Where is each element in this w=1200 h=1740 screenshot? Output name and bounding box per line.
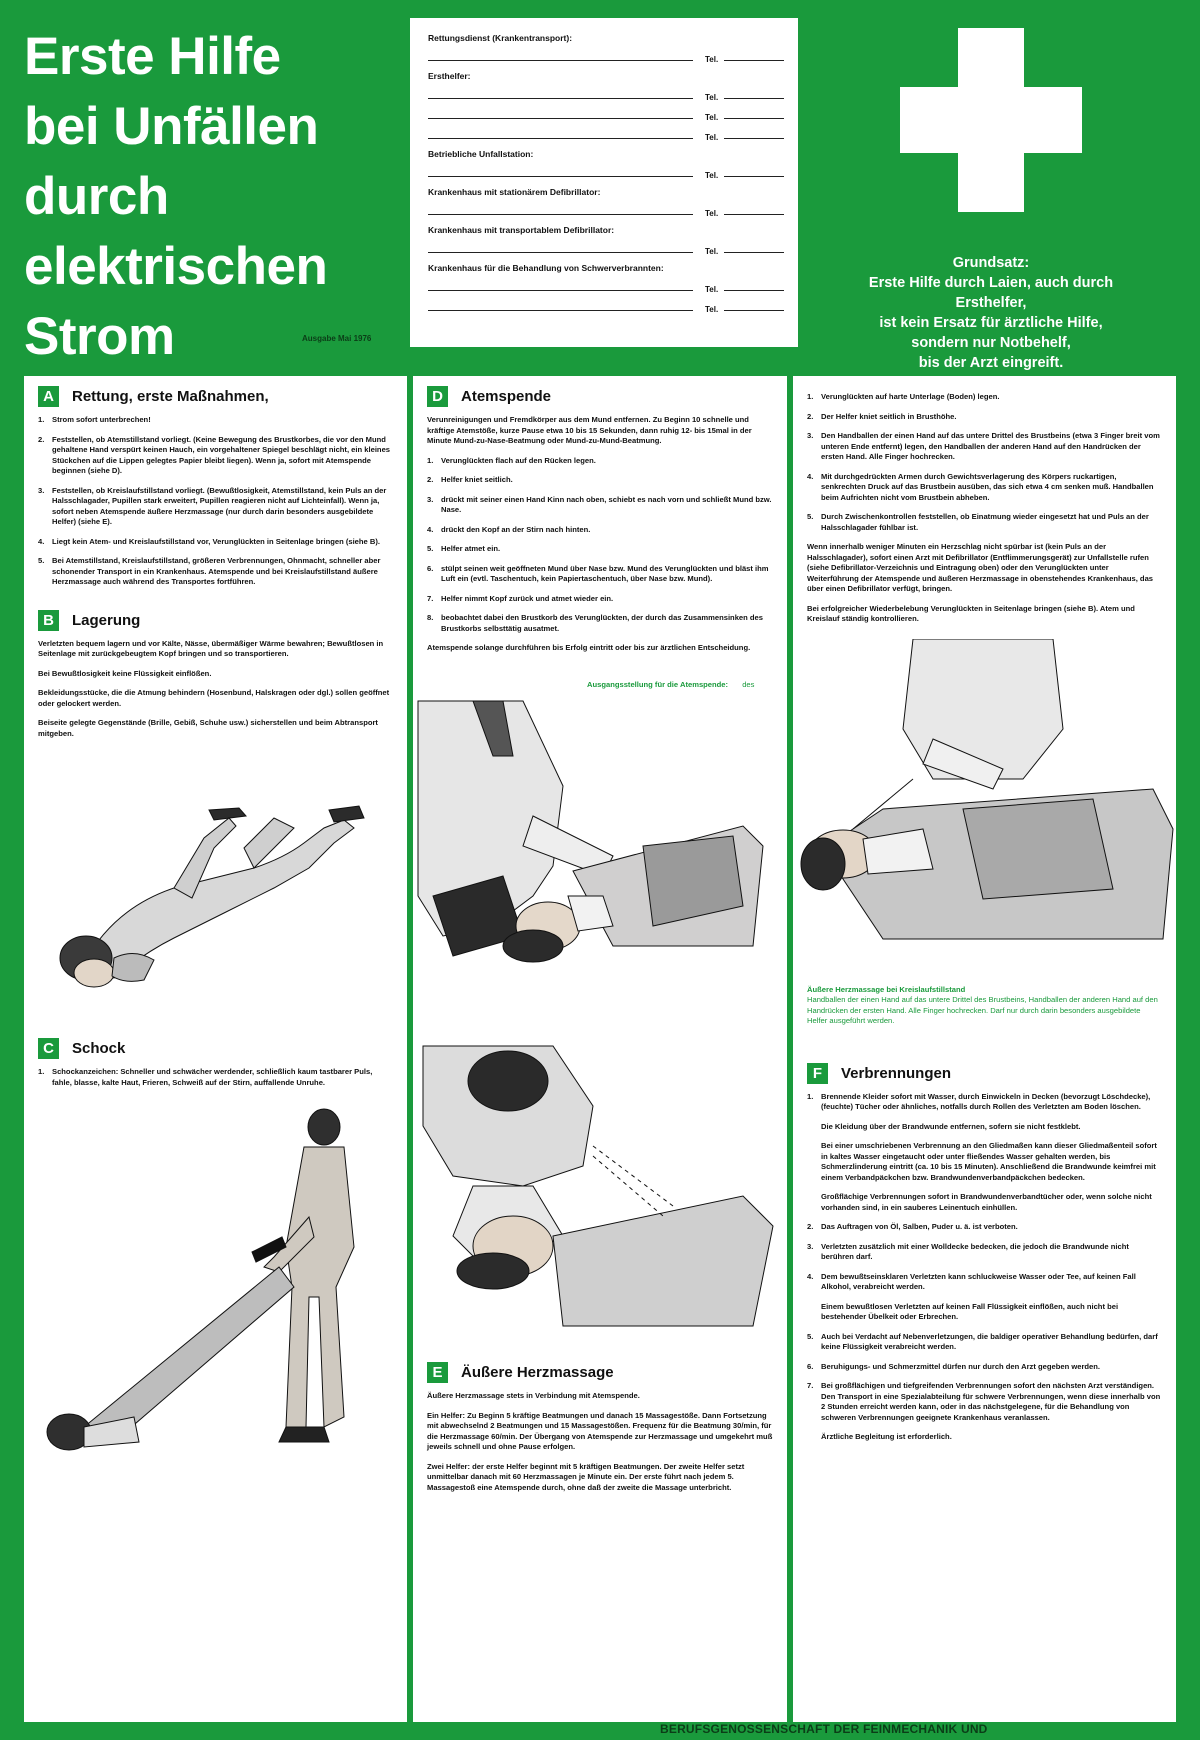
list-item [807,1192,1162,1213]
item-text: stülpt seinen weit geöffneten Mund über Nase bzw. Mund des Verunglückten und bläst ihm Luft ein (evtl. Taschentuch, kein Papiertaschentuch, über Nase bzw. Mund). [441,563,769,583]
principle-line: Ersthelfer, [955,295,1027,311]
item-number [807,1192,821,1213]
item-number: 1. [38,1067,45,1076]
item-number: 4. [38,536,45,546]
item-number: 5. [807,1331,814,1341]
paragraph: Wenn innerhalb weniger Minuten ein Herzschlag nicht spürbar ist (kein Puls an der Halsschlagader), sofort einen Arzt mit Defibrillator (Entflimmerungsgerät) zur Unfallstelle rufen (siehe Defibrillator-Verzeichnis und Eintragung oben) oder den Verunglückten unter Weiterführung der Atemspende und äußeren Herzmassage in obenstehendes Krankenhaus, das über einen Defibrillator verfügt, bringen. [807,542,1154,593]
item-number [807,1141,821,1183]
list-item [427,613,773,634]
list-item [807,1242,1162,1263]
item-number: 1. [807,1091,814,1101]
title-line: Strom [24,307,175,366]
title-line: bei Unfällen [24,97,319,156]
section-c-list [38,1067,393,1088]
list-item [807,472,1162,504]
title-line: Erste Hilfe [24,27,281,86]
item-number: 4. [807,1271,814,1281]
name-rule [428,214,693,215]
phone-entry-line [428,200,784,220]
item-text: Bei einer umschriebenen Verbrennung an den Gliedmaßen kann dieser Gliedmaßenteil sofort in kaltes Wasser eingetaucht oder unter fließendes Wasser gehalten werden, bis Schmerzlinderung eintritt (ca. 10 bis 15 Minuten). Anschließend die Brandwunde keimfrei mit einem Verbandpäckchen bzw. Brandwundenverbandpäckchen bedecken. [821,1141,1157,1182]
section-badge: F [807,1063,828,1084]
item-number: 5. [807,512,814,521]
name-rule [428,176,693,177]
list-item [807,1381,1162,1423]
principle-line: ist kein Ersatz für ärztliche Hilfe, [879,315,1103,331]
principle-line: sondern nur Notbehelf, [911,335,1071,351]
item-text: Das Auftragen von Öl, Salben, Puder u. ä. ist verboten. [821,1222,1018,1231]
item-number: 5. [427,544,434,553]
list-item [427,456,773,467]
first-aid-cross-icon [900,28,1082,212]
tel-label: Tel. [705,133,719,142]
phone-entry-line [428,296,784,316]
phone-entry-line [428,124,784,144]
tel-label: Tel. [705,209,719,218]
item-text: Verunglückten auf harte Unterlage (Boden) legen. [821,392,1000,401]
recovery-position-illustration [24,748,407,1018]
item-text: Auch bei Verdacht auf Nebenverletzungen, die baldiger operativer Behandlung bedürfen, darf keine Flüssigkeit verabreicht werden. [821,1331,1158,1351]
tel-label: Tel. [705,93,719,102]
item-text: Helfer nimmt Kopf zurück und atmet wieder ein. [441,593,614,603]
paragraph: Zwei Helfer: der erste Helfer beginnt mit 5 kräftigen Beatmungen. Der zweite Helfer setzt unmittelbar danach mit 60 Herzmassagen je Minute ein. Der erste führt nach jedem 5. Massagestoß eine Atemspende durch, ohne daß der zweite die Massage unterbricht. [427,1461,745,1492]
list-item [427,544,773,555]
item-number: 3. [38,485,45,495]
item-number: 2. [427,475,434,484]
number-rule [724,60,784,61]
section-a-list [38,415,393,588]
name-rule [428,310,693,311]
section-e-header [427,1362,773,1383]
paragraph: Ein Helfer: Zu Beginn 5 kräftige Beatmungen und danach 15 Massagestöße. Dann Fortsetzung mit abwechselnd 2 Beatmungen und 15 Massagestößen. Frequenz für die Beatmung 30/min, für die Herzmassage 60/min. Der Übergang von Atemspende zur Herzmassage und umgekehrt muß jeweils schnell und ohne Pause erfolgen. [427,1410,773,1451]
section-e-steps [807,392,1162,533]
phone-entry-label: Krankenhaus mit stationärem Defibrillator: [428,187,601,197]
item-text: Liegt kein Atem- und Kreislaufstillstand vor, Verunglückten in Seitenlage bringen (siehe B). [52,536,380,546]
item-text: drückt mit seiner einen Hand Kinn nach oben, schiebt es nach vorn und schließt Mund bzw. Nase. [441,494,772,514]
section-b-header [38,610,393,631]
title-line: elektrischen [24,237,328,296]
phone-entry-group [428,222,784,258]
number-rule [724,118,784,119]
item-text: Dem bewußtseinsklaren Verletzten kann schluckweise Wasser oder Tee, auf keinen Fall Alkohol, verabreicht werden. [821,1271,1136,1291]
rescue-breathing-start-illustration [413,696,787,996]
item-text: Brennende Kleider sofort mit Wasser, durch Einwickeln in Decken (bevorzugt Löschdecke), (feuchte) Tücher oder ähnliches, notfalls durch Rollen des Verletzten am Boden löschen. [821,1091,1151,1111]
list-item [807,1332,1162,1353]
item-text: beobachtet dabei den Brustkorb des Verunglückten, der durch das Zusammensinken des Brustkorbs selbsttätig ausatmet. [441,613,763,633]
list-item [427,495,773,516]
tel-label: Tel. [705,247,719,256]
list-item [427,525,773,536]
list-item [807,1432,1162,1443]
item-number: 4. [807,471,814,481]
phone-entry-line [428,238,784,258]
section-badge: E [427,1362,448,1383]
item-text: Schockanzeichen: Schneller und schwächer werdender, schließlich kaum tastbarer Puls, fahle, blasse, kalte Haut, Frieren, Schweiß auf der Stirn, auffallende Unruhe. [52,1067,373,1087]
section-a-header [38,386,393,407]
phone-entry-group [428,30,784,66]
caption-tail: des [742,679,755,689]
paragraph: Äußere Herzmassage stets in Verbindung mit Atemspende. [427,1391,640,1400]
item-number [807,1432,821,1443]
item-number: 2. [807,1222,814,1231]
publisher-footer: BERUFSGENOSSENSCHAFT DER FEINMECHANIK UND [660,1722,988,1736]
section-title: Atemspende [461,388,552,405]
caption-text: Handballen der einen Hand auf das untere Drittel des Brustbeins, Handballen der anderen Hand auf den Handrücken der ersten Hand. Alle Finger hochrecken. Darf nur durch darin besonders ausgebildete Helfer ausgeführt werden. [807,995,1158,1025]
list-item [807,1272,1162,1293]
principle-text [820,253,1162,373]
poster-title [24,22,404,372]
item-number: 5. [38,556,45,565]
list-item [807,1302,1162,1323]
item-number: 3. [427,494,434,504]
list-item [807,1362,1162,1373]
paragraph: Verletzten bequem lagern und vor Kälte, Nässe, übermäßiger Wärme bewahren; Bewußtlosen in Seitenlage mit zurückgebeugtem Kopf bringen und so transportieren. [38,638,384,658]
item-text: Helfer kniet seitlich. [441,475,513,484]
number-rule [724,290,784,291]
phone-entry-label: Ersthelfer: [428,71,471,81]
section-badge: D [427,386,448,407]
item-number: 3. [807,431,814,440]
item-text: Durch Zwischenkontrollen feststellen, ob Einatmung wieder eingesetzt hat und Puls an der Halsschlagader fühlbar ist. [821,512,1149,532]
list-item [807,1222,1162,1233]
item-number: 1. [807,392,814,401]
item-text: Die Kleidung über der Brandwunde entfernen, sofern sie nicht festklebt. [821,1121,1081,1131]
section-title: Äußere Herzmassage [461,1364,614,1381]
number-rule [724,176,784,177]
phone-entry-label: Rettungsdienst (Krankentransport): [428,33,573,43]
number-rule [724,252,784,253]
section-e-followup [807,542,1162,625]
chest-compression-illustration [793,639,1176,979]
tel-label: Tel. [705,171,719,180]
number-rule [724,310,784,311]
name-rule [428,252,693,253]
item-text: drückt den Kopf an der Stirn nach hinten. [441,524,591,534]
item-number: 2. [38,434,45,444]
item-text: Den Handballen der einen Hand auf das untere Drittel des Brustbeins (etwa 3 Finger breit vom unteren Ende entfernt) legen, den Handballen der anderen Hand auf den Handrücken der ersten Hand. Alle Finger hochrecken. [821,431,1160,461]
item-number: 1. [38,415,45,424]
phone-entry-group [428,184,784,220]
item-text: Ärztliche Begleitung ist erforderlich. [821,1432,952,1441]
phone-entry-group [428,146,784,182]
caption-text: Ausgangsstellung für die Atemspende: [587,679,729,689]
item-text: Helfer atmet ein. [441,544,501,553]
section-title: Rettung, erste Maßnahmen, [72,388,269,405]
phone-entry-line [428,162,784,182]
list-item [807,1141,1162,1183]
rescue-breathing-illustration [413,1036,787,1336]
phone-entry-line [428,84,784,104]
list-item [427,564,773,585]
list-item [807,412,1162,423]
paragraph: Beiseite gelegte Gegenstände (Brille, Gebiß, Schuhe usw.) sicherstellen und beim Abtransport mitgeben. [38,718,378,738]
phone-entry-line [428,46,784,66]
column-middle [413,376,787,1722]
phone-entry-label: Betriebliche Unfallstation: [428,149,534,159]
list-item [807,1092,1162,1113]
phone-entry-group [428,68,784,144]
name-rule [428,138,693,139]
item-number: 2. [807,411,814,421]
item-text: Verunglückten flach auf den Rücken legen. [441,455,596,465]
column-right [793,376,1176,1722]
list-item [807,1122,1162,1133]
list-item [427,475,773,486]
list-item [807,512,1162,533]
name-rule [428,98,693,99]
item-text: Mit durchgedrückten Armen durch Gewichtsverlagerung des Körpers ruckartigen, senkrechten Druck auf das Brustbein ausüben, das sich etwa 4 cm senken muß. Handballen beim Aufrichten nicht vom Brustbein abheben. [821,471,1154,502]
item-text: Bei großflächigen und tiefgreifenden Verbrennungen sofort den nächsten Arzt verständigen. Den Transport in eine Spezialabteilung für schwere Verbrennungen, wenn diese innerhalb von 2 Stunden erreicht werden kann, oder in das nächstgelegene, für die Behandlung von schweren Verbrennungen geeignete Krankenhaus veranlassen. [821,1381,1161,1422]
phone-entry-group [428,260,784,316]
item-text: Verletzten zusätzlich mit einer Wolldecke bedecken, die jedoch die Brandwunde nicht berühren darf. [821,1241,1129,1261]
phone-entry-label: Krankenhaus mit transportablem Defibrillator: [428,225,615,235]
section-e-text [427,1391,773,1493]
number-rule [724,138,784,139]
section-title: Lagerung [72,611,141,629]
principle-line: Grundsatz: [952,255,1030,271]
phone-entry-label: Krankenhaus für die Behandlung von Schwerverbrannten: [428,263,664,273]
name-rule [428,290,693,291]
section-badge: B [38,610,59,631]
section-badge: C [38,1038,59,1059]
section-title: Verbrennungen [841,1064,952,1082]
tel-label: Tel. [705,113,719,122]
section-c-header [38,1038,393,1059]
item-text: Der Helfer kniet seitlich in Brusthöhe. [821,411,957,421]
section-d-intro: Verunreinigungen und Fremdkörper aus dem Mund entfernen. Zu Beginn 10 schnelle und kräftige Atemstöße, kurze Pause etwa 10 bis 15 Sekunden, dann ruhig 12- bis 15mal in der Minute Mund-zu-Nase-Beatmung oder Mund-zu-Mund-Beatmung. [427,415,752,445]
list-item [38,415,393,426]
item-text: Bei Atemstillstand, Kreislaufstillstand, größeren Verbrennungen, Ohnmacht, schneller aber schonender Transport in ein Krankenhaus. Atemspende und bei Kreislaufstillstand äußere Herzmassage auch während des Transportes fortführen. [52,556,381,586]
list-item [807,431,1162,463]
principle-line: Erste Hilfe durch Laien, auch durch [868,275,1114,291]
item-number: 7. [807,1381,814,1390]
item-text: Großflächige Verbrennungen sofort in Brandwundenverbandtücher oder, wenn solche nicht vorhanden sind, in ein sauberes Leinentuch einhüllen. [821,1192,1152,1212]
edition-label: Ausgabe Mai 1976 [302,334,372,343]
section-badge: A [38,386,59,407]
list-item [38,486,393,528]
item-number [807,1122,821,1133]
principle-line: bis der Arzt eingreift. [918,355,1064,371]
paragraph: Bei erfolgreicher Wiederbelebung Verunglückten in Seitenlage bringen (siehe B). Atem und Kreislauf ständig kontrollieren. [807,603,1135,623]
shock-position-illustration [24,1097,407,1477]
item-number: 6. [807,1361,814,1371]
section-d-list [427,456,773,635]
phone-entry-line [428,104,784,124]
item-number: 1. [427,455,434,465]
section-b-text [38,639,393,740]
caption-title: Äußere Herzmassage bei Kreislaufstillstand [807,984,966,994]
name-rule [428,60,693,61]
name-rule [428,118,693,119]
list-item [427,594,773,605]
tel-label: Tel. [705,305,719,314]
list-item [38,556,393,588]
list-item [38,537,393,548]
number-rule [724,98,784,99]
title-line: durch [24,167,169,226]
item-text: Beruhigungs- und Schmerzmittel dürfen nur durch den Arzt gegeben werden. [821,1361,1101,1371]
list-item [38,435,393,477]
item-number: 3. [807,1241,814,1251]
section-d-outro: Atemspende solange durchführen bis Erfolg eintritt oder bis zur ärztlichen Entscheidung. [427,643,751,652]
section-f-header [807,1063,1162,1084]
tel-label: Tel. [705,285,719,294]
column-left [24,376,407,1722]
list-item [807,392,1162,403]
item-text: Feststellen, ob Atemstillstand vorliegt. (Keine Bewegung des Brustkorbes, die vor den Mund gehaltene Hand verspürt keinen Hauch, ein vorgehaltener Spiegel beschlägt nicht, ein kleines Stückchen auf die Lippen gelegtes Papier bleibt liegen). Wenn ja, sofort mit Atemspende beginnen (siehe D). [52,434,391,475]
item-text: Feststellen, ob Kreislaufstillstand vorliegt. (Bewußtlosigkeit, Atemstillstand, kein Puls an der Halsschlagader, Pupillen stark erweitert, Pupillen reagieren nicht auf Lichteinfall). Wenn ja, sofort neben Atemspende äußere Herzmassage (nur durch darin besonders ausgebildete Helfer) (siehe E). [52,485,387,526]
phone-entry-line [428,276,784,296]
section-e-caption [807,985,1162,1027]
section-title: Schock [72,1040,126,1057]
item-number: 7. [427,593,434,603]
item-number: 8. [427,613,434,622]
section-f-list [807,1092,1162,1443]
item-number: 6. [427,563,434,573]
item-number [807,1302,821,1323]
emergency-phone-box [410,18,798,347]
tel-label: Tel. [705,55,719,64]
item-text: Strom sofort unterbrechen! [52,415,151,424]
section-d-header [427,386,773,407]
section-d-caption [587,680,757,691]
paragraph: Bekleidungsstücke, die die Atmung behindern (Hosenbund, Halskragen oder dgl.) sollen geöffnet oder gelockert werden. [38,688,390,708]
list-item [38,1067,393,1088]
number-rule [724,214,784,215]
item-number: 4. [427,524,434,534]
item-text: Einem bewußtlosen Verletzten auf keinen Fall Flüssigkeit einflößen, auch nicht bei bestehender Übelkeit oder Erbrechen. [821,1301,1119,1321]
paragraph: Bei Bewußtlosigkeit keine Flüssigkeit einflößen. [38,668,212,678]
